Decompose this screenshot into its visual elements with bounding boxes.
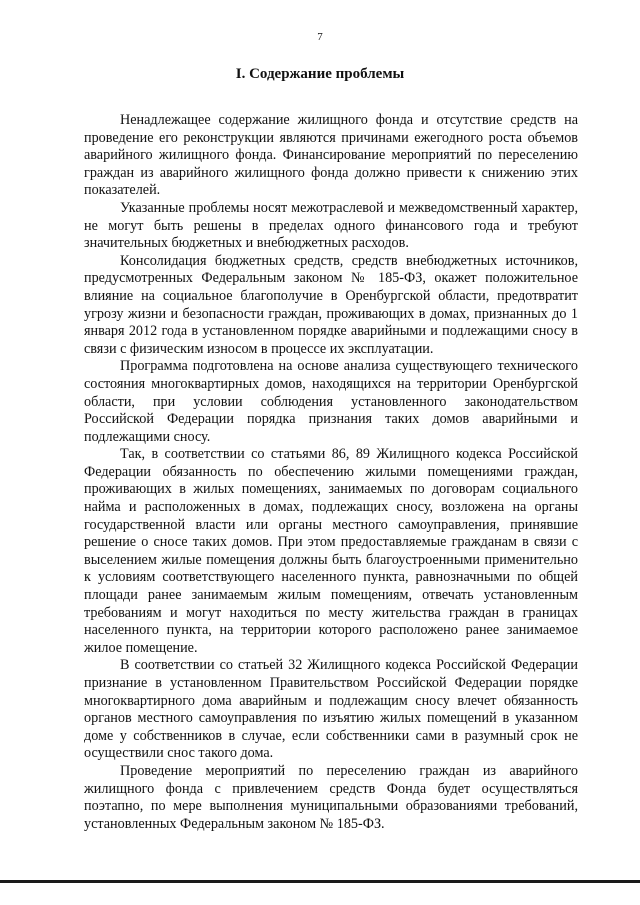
section-title: I. Содержание проблемы (235, 66, 405, 82)
paragraph-3: Консолидация бюджетных средств, средств внебюджетных источников, предусмотренных Федеральным законом № 185-ФЗ, окажет положительное влияние на социальное благополучие в Оренбургской области, предотвратит угрозу жизни и безопасности граждан, проживающих в домах, признанных до 1 января 2012 года в установленном порядке аварийными и подлежащими сносу в связи с физическим износом в процессе их эксплуатации. (84, 252, 578, 357)
document-body (84, 112, 578, 833)
page-number: 7 (317, 31, 323, 43)
paragraph-1: Ненадлежащее содержание жилищного фонда и отсутствие средств на проведение его реконструкции являются причинами ежегодного роста объемов аварийного жилищного фонда. Финансирование мероприятий по переселению граждан из аварийного жилищного фонда должно привести к снижению этих показателей. (84, 112, 578, 199)
paragraph-4: Программа подготовлена на основе анализа существующего технического состояния многоквартирных домов, находящихся на территории Оренбургской области, при условии соблюдения установленного законодательством Российской Федерации порядка признания таких домов аварийными и подлежащими сносу. (84, 358, 578, 445)
paragraph-7: Проведение мероприятий по переселению граждан из аварийного жилищного фонда с привлечением средств Фонда будет осуществляться поэтапно, по мере выполнения муниципальными образованиями требований, установленных Федеральным законом № 185-ФЗ. (84, 762, 578, 832)
paragraph-6: В соответствии со статьей 32 Жилищного кодекса Российской Федерации признание в установленном Правительством Российской Федерации порядке многоквартирного дома аварийным и подлежащим сносу влечет обязанность органов местного самоуправления по изъятию жилых помещений в указанном доме у собственников в случае, если собственники сами в разумный срок не осуществили снос такого дома. (84, 657, 578, 762)
paragraph-2: Указанные проблемы носят межотраслевой и межведомственный характер, не могут быть решены в пределах одного финансового года и требуют значительных бюджетных и внебюджетных расходов. (84, 199, 578, 252)
paragraph-5: Так, в соответствии со статьями 86, 89 Жилищного кодекса Российской Федерации обязанность по обеспечению жилыми помещениями граждан, проживающих в жилых помещениях, занимаемых по договорам социального найма и расположенных в домах, подлежащих сносу, возложена на органы государственной власти или органы местного самоуправления, принявшие решение о сносе таких домов. При этом предоставляемые гражданам в связи с выселением жилые помещения должны быть благоустроенными применительно к условиям соответствующего населенного пункта, равнозначными по общей площади ранее занимаемым жилым помещениям, отвечать установленным требованиям и могут находиться по месту жительства граждан в границах населенного пункта, на территории которого расположено ранее занимаемое жилое помещение. (84, 446, 578, 656)
scan-bottom-edge (0, 880, 640, 883)
